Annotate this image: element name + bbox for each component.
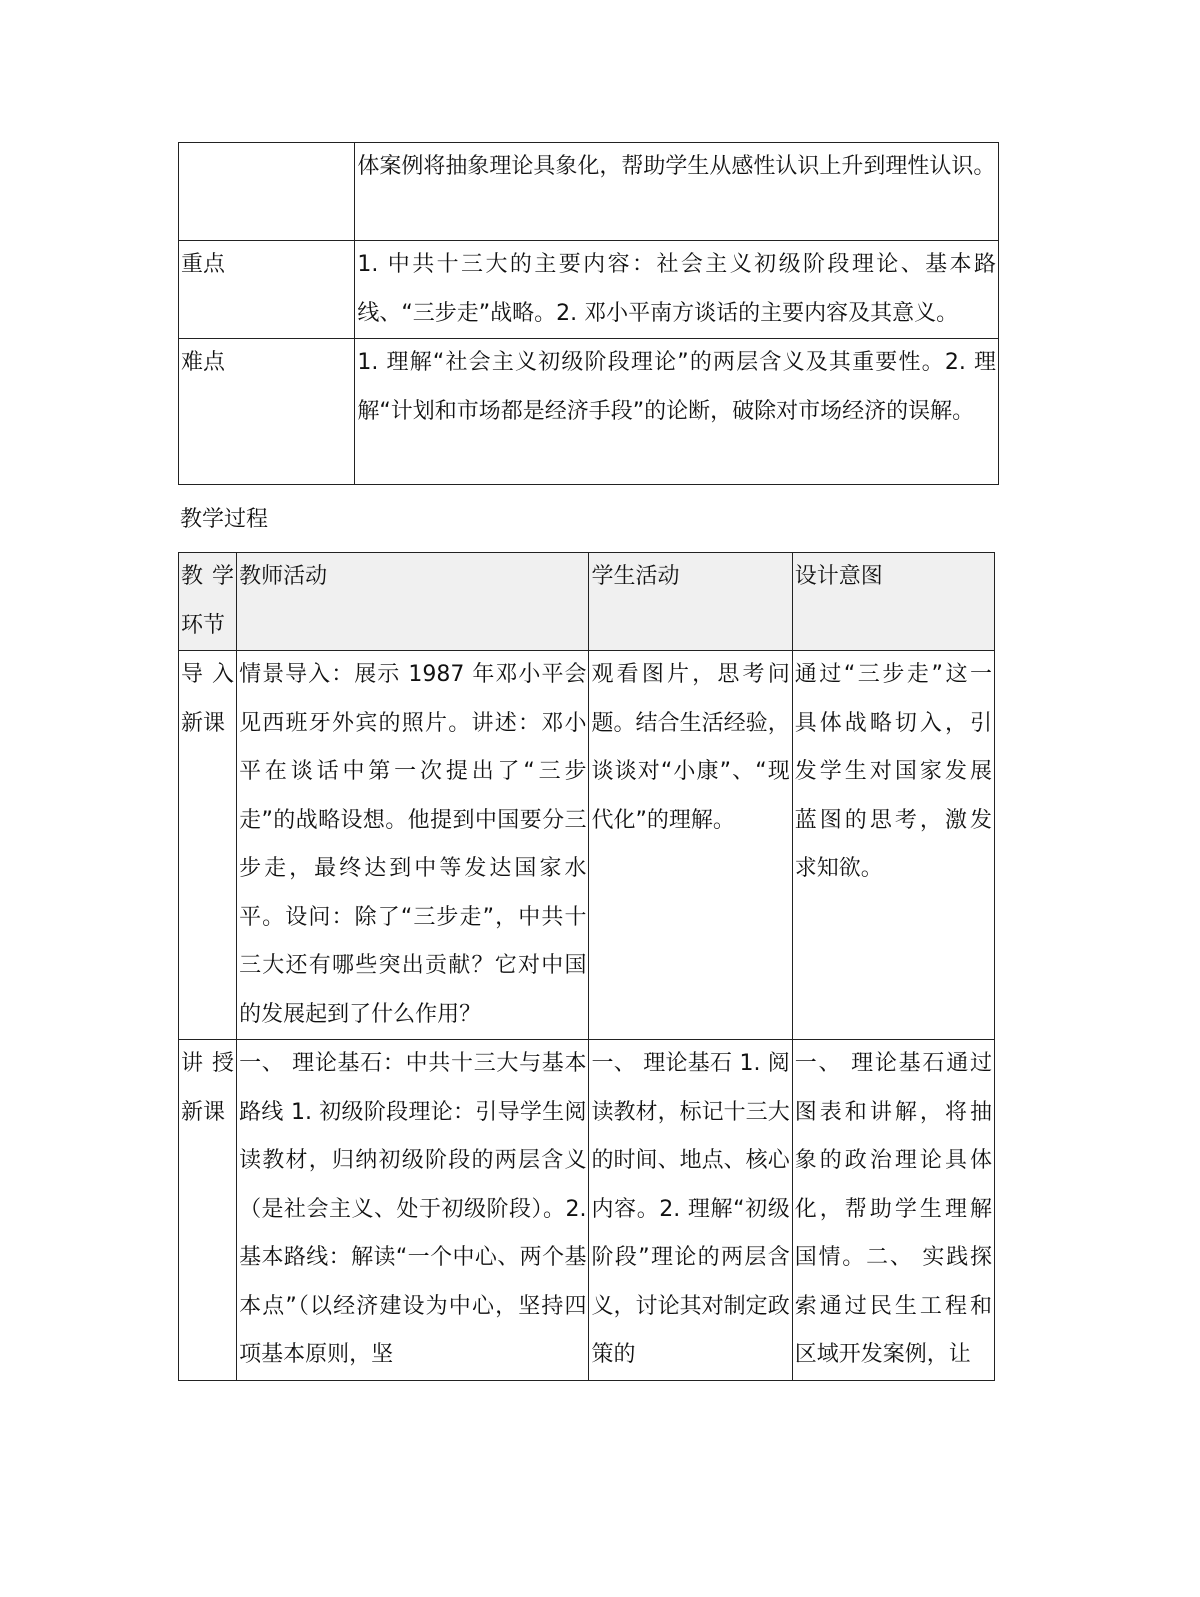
student-cell	[589, 651, 792, 1040]
process-header-row	[179, 553, 995, 651]
info-content: 1. 理解“社会主义初级阶段理论”的两层含义及其重要性。2. 理解“计划和市场都是经济手段”的论断，破除对市场经济的误解。	[357, 350, 996, 424]
info-label-cell	[179, 241, 355, 339]
stage-label: 导入新课	[181, 662, 235, 736]
teacher-activity: 一、 理论基石：中共十三大与基本路线 1. 初级阶段理论：引导学生阅读教材，归纳初级阶段的两层含义（是社会主义、处于初级阶段）。2. 基本路线：解读“一个中心、两个基本点”（以经济建设为中心，坚持四项基本原则，坚	[239, 1051, 587, 1367]
info-table	[178, 142, 999, 485]
intent-cell	[792, 1040, 994, 1381]
info-label: 重点	[181, 252, 226, 277]
process-table	[178, 552, 995, 1381]
teacher-activity: 情景导入：展示 1987 年邓小平会见西班牙外宾的照片。讲述：邓小平在谈话中第一次提出了“三步走”的战略设想。他提到中国要分三步走，最终达到中等发达国家水平。设问：除了“三步走”，中共十三大还有哪些突出贡献？它对中国的发展起到了什么作用？	[239, 662, 587, 1027]
info-row-difficulties	[179, 339, 999, 485]
info-row-key-points	[179, 241, 999, 339]
info-label-cell	[179, 143, 355, 241]
teacher-cell	[237, 1040, 589, 1381]
info-content-cell	[355, 143, 999, 241]
stage-label: 讲授新课	[181, 1051, 235, 1125]
info-content: 体案例将抽象理论具象化，帮助学生从感性认识上升到理性认识。	[357, 154, 996, 179]
header-student: 学生活动	[591, 564, 680, 589]
teacher-cell	[237, 651, 589, 1040]
info-label: 难点	[181, 350, 226, 375]
section-heading: 教学过程	[180, 507, 269, 532]
info-label-cell	[179, 339, 355, 485]
intent-cell	[792, 651, 994, 1040]
header-intent: 设计意图	[794, 564, 883, 589]
student-cell	[589, 1040, 792, 1381]
header-teacher-cell	[237, 553, 589, 651]
student-activity: 一、 理论基石 1. 阅读教材，标记十三大的时间、地点、核心内容。2. 理解“初级阶段”理论的两层含义，讨论其对制定政策的	[591, 1051, 790, 1367]
header-stage: 教学环节	[181, 564, 235, 638]
process-row-new-lesson	[179, 1040, 995, 1381]
header-teacher: 教师活动	[239, 564, 328, 589]
stage-cell	[179, 651, 237, 1040]
info-row-continuation	[179, 143, 999, 241]
header-intent-cell	[792, 553, 994, 651]
stage-cell	[179, 1040, 237, 1381]
design-intent: 一、 理论基石通过图表和讲解，将抽象的政治理论具体化，帮助学生理解国情。二、 实践探索通过民生工程和区域开发案例，让	[794, 1051, 992, 1367]
header-student-cell	[589, 553, 792, 651]
header-stage-cell	[179, 553, 237, 651]
design-intent: 通过“三步走”这一具体战略切入，引发学生对国家发展蓝图的思考，激发求知欲。	[794, 662, 992, 881]
student-activity: 观看图片，思考问题。结合生活经验，谈谈对“小康”、“现代化”的理解。	[591, 662, 790, 833]
process-row-intro	[179, 651, 995, 1040]
info-content-cell	[355, 241, 999, 339]
info-content-cell	[355, 339, 999, 485]
info-content: 1. 中共十三大的主要内容：社会主义初级阶段理论、基本路线、“三步走”战略。2. 邓小平南方谈话的主要内容及其意义。	[357, 252, 996, 326]
